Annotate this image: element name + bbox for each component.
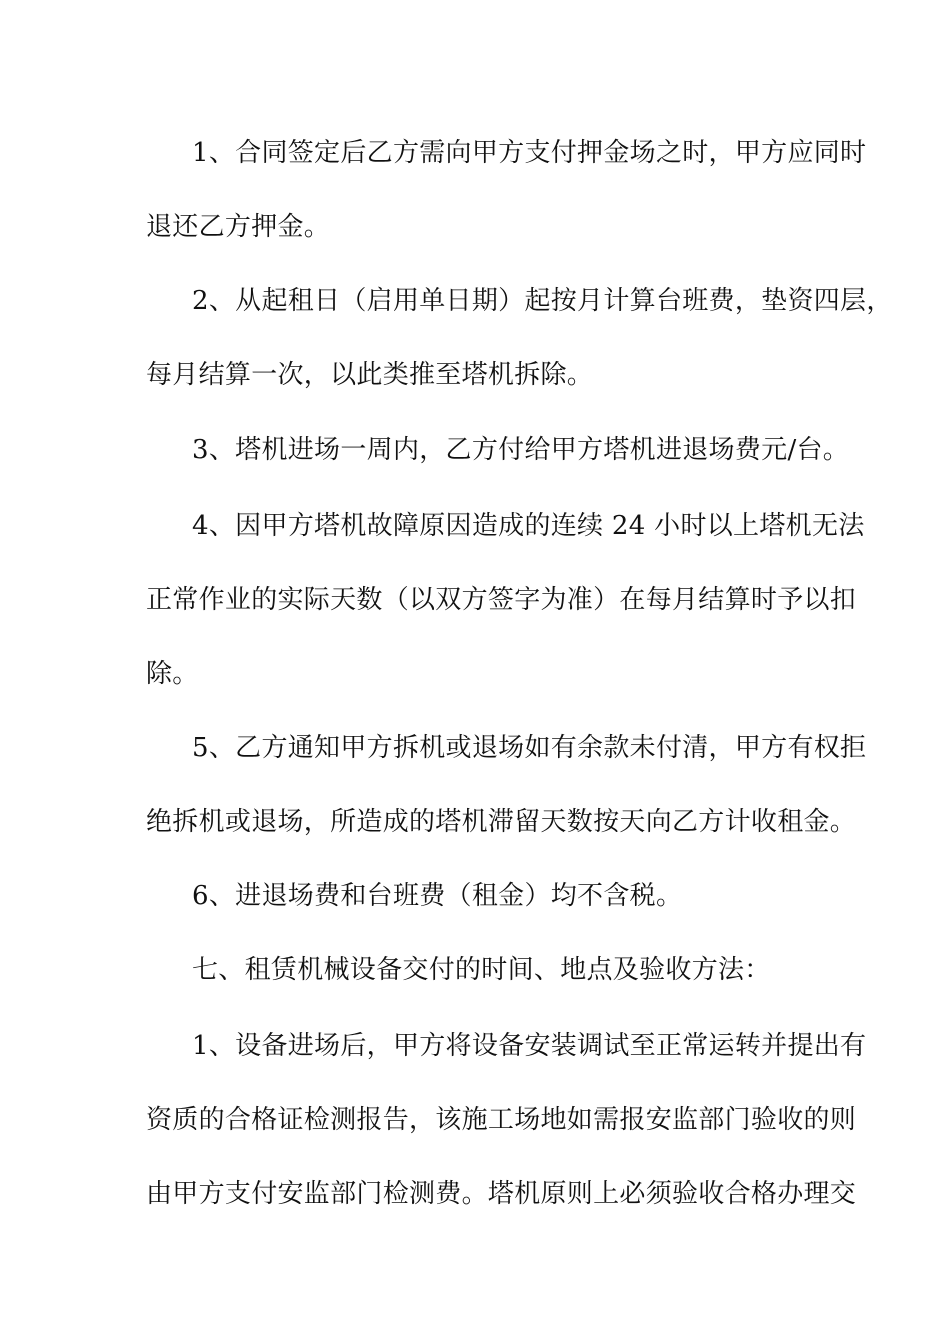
section-7-heading: 七、租赁机械设备交付的时间、地点及验收方法： (192, 955, 771, 985)
paragraph-4-line-1: 4、因甲方塔机故障原因造成的连续 24 小时以上塔机无法 (192, 511, 865, 541)
section-7-paragraph-1-line-2: 资质的合格证检测报告，该施工场地如需报安监部门验收的则 (146, 1105, 857, 1135)
paragraph-5-line-1: 5、乙方通知甲方拆机或退场如有余款未付清，甲方有权拒 (192, 733, 867, 763)
paragraph-5-line-2: 绝拆机或退场，所造成的塔机滞留天数按天向乙方计收租金。 (146, 807, 857, 837)
section-7-paragraph-1-line-3: 由甲方支付安监部门检测费。塔机原则上必须验收合格办理交 (146, 1179, 857, 1209)
section-7-paragraph-1-line-1: 1、设备进场后，甲方将设备安装调试至正常运转并提出有 (192, 1031, 867, 1061)
paragraph-2-line-1: 2、从起租日（启用单日期）起按月计算台班费，垫资四层， (192, 286, 893, 316)
paragraph-6-line-1: 6、进退场费和台班费（租金）均不含税。 (192, 881, 683, 911)
paragraph-1-line-2: 退还乙方押金。 (146, 212, 331, 242)
paragraph-3-line-1: 3、塔机进场一周内，乙方付给甲方塔机进退场费元/台。 (192, 435, 850, 465)
paragraph-1-line-1: 1、合同签定后乙方需向甲方支付押金场之时，甲方应同时 (192, 138, 867, 168)
paragraph-4-line-2: 正常作业的实际天数（以双方签字为准）在每月结算时予以扣 (146, 585, 857, 615)
paragraph-2-line-2: 每月结算一次，以此类推至塔机拆除。 (146, 360, 594, 390)
paragraph-4-line-3: 除。 (146, 659, 199, 689)
